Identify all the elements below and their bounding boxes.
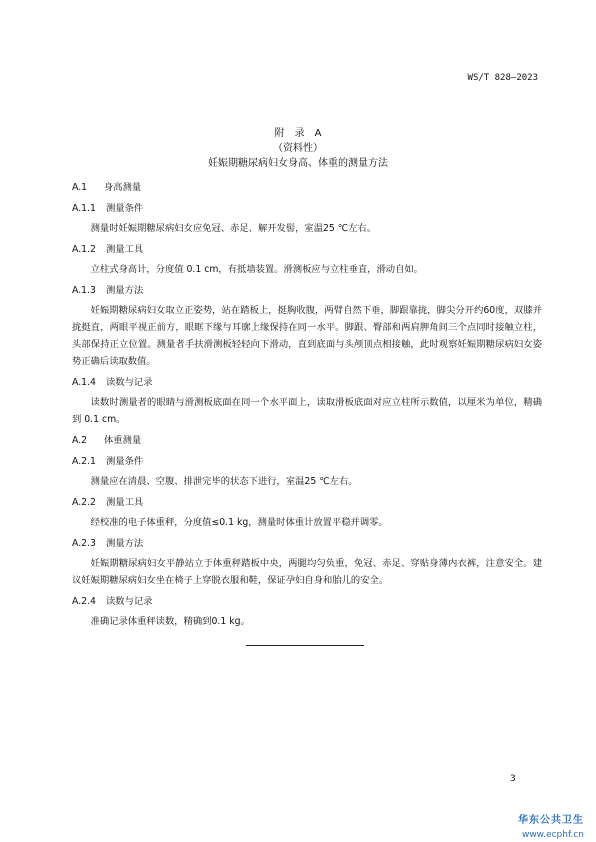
subclause-heading: [72, 284, 542, 297]
body-paragraph: 妊娠期糖尿病妇女取立正姿势，站在踏板上，挺胸收腹，两臂自然下垂，脚跟靠拢，脚尖分开约60度，双膝并拢挺直，两眼平视正前方，眼眶下缘与耳廓上缘保持在同一水平。脚跟、臀部和两肩胛角间三个点同时接触立柱，头部保持正立位置。测量者手扶滑测板轻轻向下滑动，直到底面与头颅顶点相接触，此时观察妊娠期糖尿病妇女姿势正确后读取数值。: [72, 305, 542, 367]
annex-title: 妊娠期糖尿病妇女身高、体重的测量方法: [208, 158, 388, 169]
subclause-title: 测量方法: [106, 285, 144, 296]
subclause-title: 测量工具: [106, 497, 144, 508]
subclause-heading: [72, 455, 542, 468]
subclause-title: 测量条件: [106, 203, 144, 214]
body-paragraph: 经校准的电子体重秤，分度值≤0.1 kg，测量时体重计放置平稳并调零。: [90, 517, 388, 528]
body-paragraph: 测量应在清晨、空腹、排泄完毕的状态下进行，室温25 ℃左右。: [90, 476, 358, 487]
end-separator-line: [246, 645, 364, 646]
section-title: 体重测量: [104, 435, 142, 446]
subclause-title: 读数与记录: [106, 377, 153, 388]
subclause-number: A.2.4: [72, 596, 96, 607]
body-paragraph: 测量时妊娠期糖尿病妇女应免冠、赤足、解开发髻，室温25 ℃左右。: [90, 223, 377, 234]
body-paragraph: 准确记录体重秤读数，精确到0.1 kg。: [90, 616, 250, 627]
section-heading: [72, 434, 542, 447]
annex-body: [72, 181, 542, 636]
subclause-number: A.1.2: [72, 244, 96, 255]
subclause-heading: [72, 595, 542, 608]
watermark-name: 华东公共卫生: [518, 815, 584, 826]
subclause-heading: [72, 496, 542, 509]
subclause-title: 测量工具: [106, 244, 144, 255]
section-number: A.2: [72, 435, 88, 446]
body-paragraph: 妊娠期糖尿病妇女平静站立于体重秤踏板中央，两腿均匀负重，免冠、赤足、穿贴身薄内衣裤，注意安全。建议妊娠期糖尿病妇女坐在椅子上穿脱衣服和鞋，保证孕妇自身和胎儿的安全。: [72, 558, 542, 586]
section-title: 身高测量: [104, 182, 142, 193]
subclause-title: 测量方法: [106, 538, 144, 549]
watermark-url: www.ecphf.cn: [521, 830, 584, 840]
subclause-heading: [72, 537, 542, 550]
subclause-number: A.1.4: [72, 377, 96, 388]
watermark: [518, 814, 584, 842]
page-number: 3: [510, 774, 516, 784]
subclause-heading: [72, 202, 542, 215]
subclause-number: A.2.3: [72, 538, 96, 549]
annex-label: 附 录 A: [274, 128, 322, 139]
section-number: A.1: [72, 182, 88, 193]
standard-code: WS/T 828—2023: [467, 73, 538, 83]
annex-heading: [0, 126, 596, 171]
subclause-number: A.2.1: [72, 456, 96, 467]
subclause-title: 测量条件: [106, 456, 144, 467]
annex-nature: （资料性）: [273, 143, 323, 154]
subclause-number: A.1.1: [72, 203, 96, 214]
subclause-number: A.1.3: [72, 285, 96, 296]
subclause-title: 读数与记录: [106, 596, 153, 607]
subclause-heading: [72, 243, 542, 256]
subclause-heading: [72, 376, 542, 389]
section-heading: [72, 181, 542, 194]
body-paragraph: 读数时测量者的眼睛与滑测板底面在同一个水平面上，读取滑板底面对应立柱所示数值，以厘米为单位，精确到 0.1 cm。: [72, 397, 542, 425]
body-paragraph: 立柱式身高计，分度值 0.1 cm，有抵墙装置。滑测板应与立柱垂直，滑动自如。: [90, 264, 423, 275]
subclause-number: A.2.2: [72, 497, 96, 508]
